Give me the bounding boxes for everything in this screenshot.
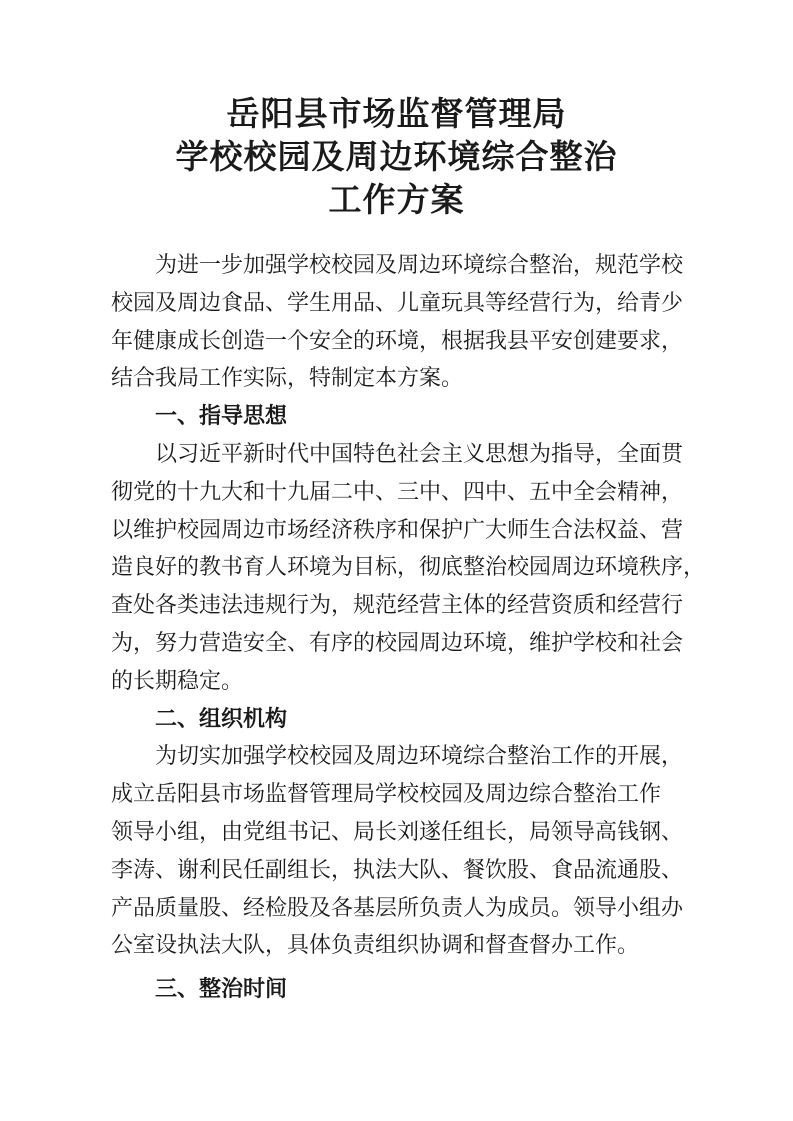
intro-line: 结合我局工作实际，特制定本方案。 xyxy=(111,366,464,392)
section1-line: 的长期稳定。 xyxy=(111,668,244,694)
section1-line: 彻党的十九大和十九届二中、三中、四中、五中全会精神， xyxy=(111,479,684,505)
title-line-2: 学校校园及周边环境综合整治 xyxy=(175,137,618,176)
intro-line: 年健康成长创造一个安全的环境，根据我县平安创建要求， xyxy=(111,328,684,354)
section1-paragraph xyxy=(111,436,706,701)
section2-line: 产品质量股、经检股及各基层所负责人为成员。领导小组办 xyxy=(111,895,684,921)
section1-line: 造良好的教书育人环境为目标，彻底整治校园周边环境秩序， xyxy=(111,555,706,581)
section1-line: 为，努力营造安全、有序的校园周边环境，维护学校和社会 xyxy=(111,630,684,656)
intro-line: 为进一步加强学校校园及周边环境综合整治，规范学校 xyxy=(155,253,684,278)
section1-line: 以习近平新时代中国特色社会主义思想为指导，全面贯 xyxy=(155,441,684,467)
section2-line: 李涛、谢利民任副组长，执法大队、餐饮股、食品流通股、 xyxy=(111,857,684,883)
section2-line: 领导小组，由党组书记、局长刘遂任组长，局领导高钱钢、 xyxy=(111,819,684,845)
document-title xyxy=(0,92,793,221)
section1-line: 以维护校园周边市场经济秩序和保护广大师生合法权益、营 xyxy=(111,517,684,543)
section-heading-organization: 二、组织机构 xyxy=(155,705,288,732)
intro-line: 校园及周边食品、学生用品、儿童玩具等经营行为，给青少 xyxy=(111,290,684,316)
intro-paragraph xyxy=(111,247,691,398)
section2-line: 成立岳阳县市场监督管理局学校校园及周边综合整治工作 xyxy=(111,782,662,808)
section2-line: 为切实加强学校校园及周边环境综合整治工作的开展， xyxy=(155,744,684,770)
document-body xyxy=(111,247,706,1009)
section2-line: 公室设执法大队，具体负责组织协调和督查督办工作。 xyxy=(111,933,640,959)
title-line-3: 工作方案 xyxy=(328,180,465,219)
title-line-1: 岳阳县市场监督管理局 xyxy=(226,94,567,133)
section1-line: 查处各类违法违规行为，规范经营主体的经营资质和经营行 xyxy=(111,593,684,619)
section-heading-guiding-ideology: 一、指导思想 xyxy=(155,403,288,430)
section-heading-schedule: 三、整治时间 xyxy=(155,976,288,1003)
section2-paragraph xyxy=(111,738,691,965)
